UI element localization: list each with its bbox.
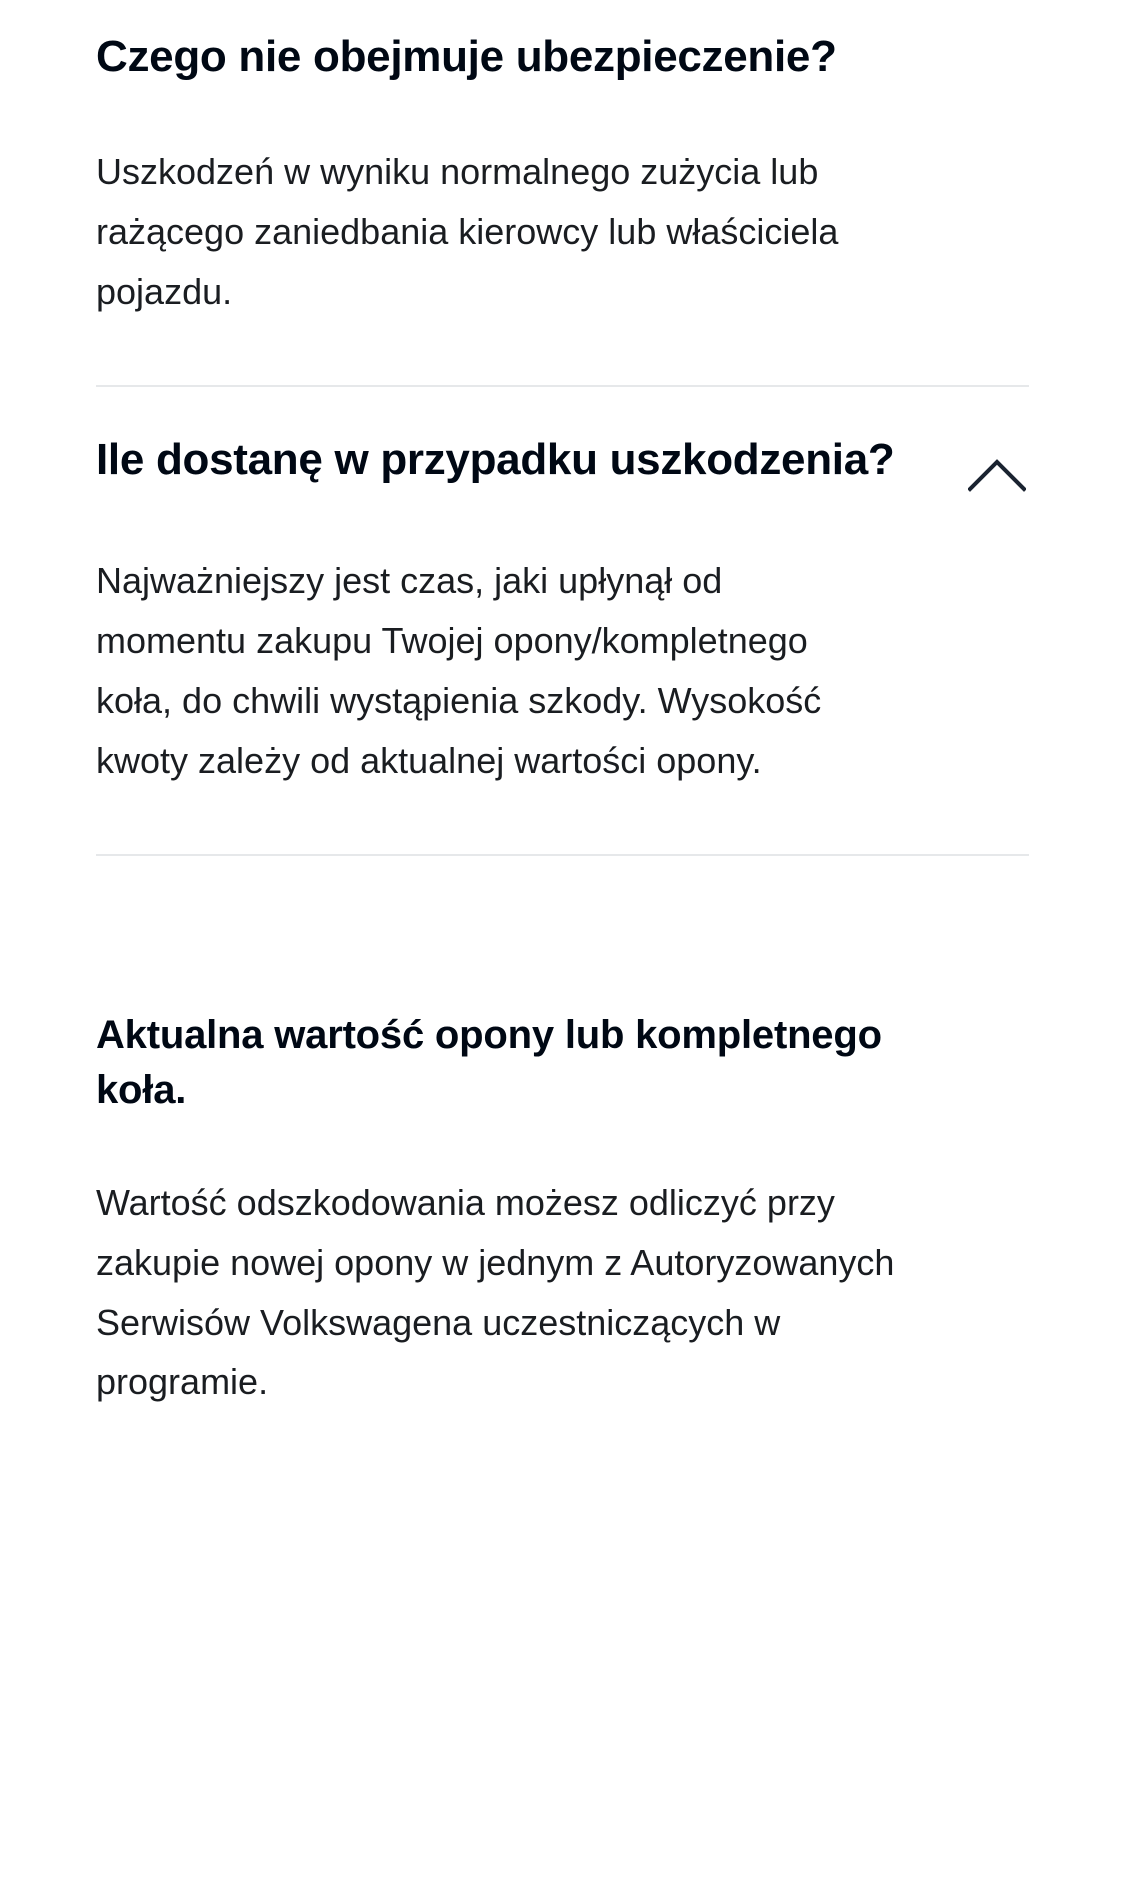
current-value-paragraph: Wartość odszkodowania możesz odliczyć przy zakupie nowej opony w jednym z Autoryzowanych Serwisów Volkswagena uczestniczących w programie. [96, 1182, 895, 1403]
faq-item-payout-amount[interactable] [96, 431, 1029, 790]
faq-question-title: Ile dostanę w przypadku uszkodzenia? [96, 435, 895, 485]
current-value-heading: Aktualna wartość opony lub kompletnego koła. [96, 1013, 882, 1112]
faq-item-exclusions[interactable] [96, 0, 1029, 321]
faq-item-header[interactable] [96, 431, 1029, 507]
faq-answer-text: Najważniejszy jest czas, jaki upłynął od momentu zakupu Twojej opony/kompletnego koła, do chwili wystąpienia szkody. Wysokość kwoty zależy od aktualnej wartości opony. [96, 560, 822, 781]
divider [96, 854, 1029, 856]
chevron-up-icon[interactable] [965, 443, 1029, 507]
divider [96, 385, 1029, 387]
faq-question-title: Czego nie obejmuje ubezpieczenie? [96, 32, 837, 81]
faq-item-header[interactable] [96, 28, 1029, 86]
current-value-section [96, 1008, 1029, 1412]
faq-answer-text: Uszkodzeń w wyniku normalnego zużycia lub rażącego zaniedbania kierowcy lub właściciela pojazdu. [96, 151, 839, 312]
